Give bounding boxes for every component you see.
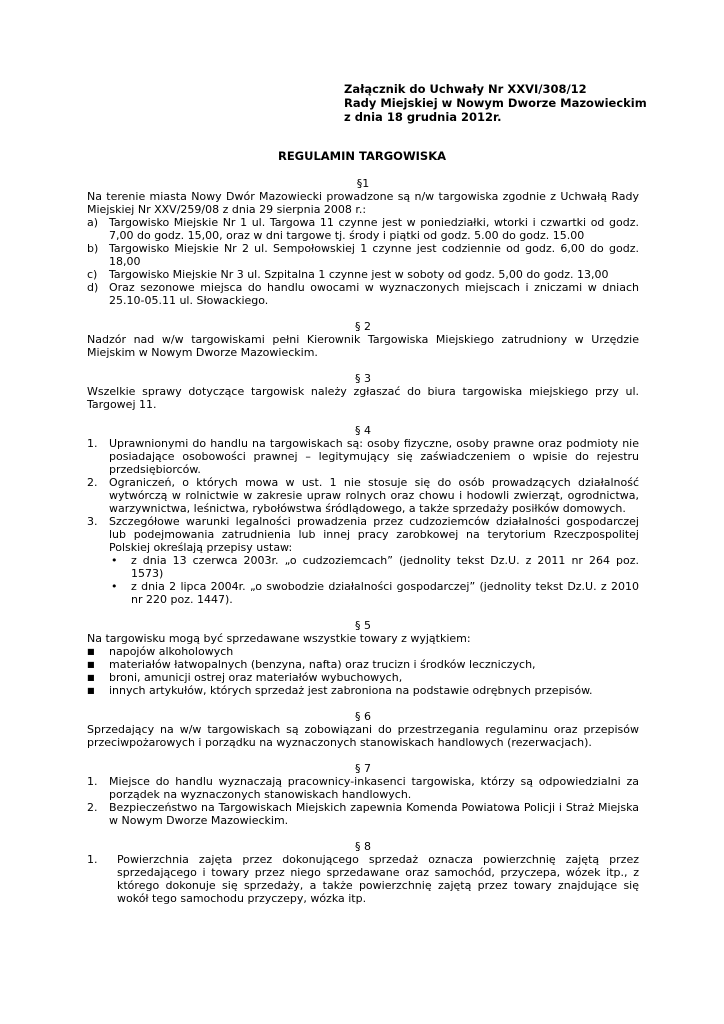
list-item <box>87 242 639 268</box>
list-item-label: 3. <box>87 515 98 528</box>
section-8-heading: § 8 <box>355 840 371 853</box>
list-item-text: Targowisko Miejskie Nr 3 ul. Szpitalna 1 czynne jest w soboty od godz. 5,00 do godz. 13,00 <box>109 268 609 281</box>
square-bullet-icon: ■ <box>87 673 95 682</box>
list-item-label: 2. <box>87 476 98 489</box>
list-item-label: d) <box>87 281 99 294</box>
list-item-text: Uprawnionymi do handlu na targowiskach są: osoby fizyczne, osoby prawne oraz podmioty nie posiadające osobowości prawnej – legitymujący się zaświadczeniem o wpisie do rejestru przedsiębiorców. <box>109 437 639 476</box>
header-line-1: Załącznik do Uchwały Nr XXVI/308/12 <box>344 82 587 96</box>
list-item-label: 1. <box>87 437 98 450</box>
law-item-text: z dnia 2 lipca 2004r. „o swobodzie działalności gospodarczej” (jednolity tekst Dz.U. z 2010 nr 220 poz. 1447). <box>131 580 639 606</box>
list-item-label: a) <box>87 216 99 229</box>
document-body <box>87 177 639 905</box>
law-item-text: z dnia 13 czerwca 2003r. „o cudzoziemcach” (jednolity tekst Dz.U. z 2011 nr 264 poz. 1573) <box>131 554 639 580</box>
section-1-heading: §1 <box>356 177 370 190</box>
list-item <box>87 684 639 697</box>
list-item <box>87 437 639 476</box>
section-1-intro: Na terenie miasta Nowy Dwór Mazowiecki prowadzone są n/w targowiska zgodnie z Uchwałą Rady Miejskiej Nr XXV/259/08 z dnia 29 sierpnia 2008 r.: <box>87 190 639 216</box>
list-item-text: Miejsce do handlu wyznaczają pracownicy-inkasenci targowiska, którzy są odpowiedzialni za porządek na wyznaczonych stanowiskach handlowych. <box>109 775 639 801</box>
square-bullet-icon: ■ <box>87 660 95 669</box>
list-item <box>87 281 639 307</box>
list-item-label: c) <box>87 268 98 281</box>
list-item <box>87 216 639 242</box>
law-item <box>87 580 639 606</box>
list-item-label: 2. <box>87 801 98 814</box>
header-line-3: z dnia 18 grudnia 2012r. <box>344 110 502 124</box>
list-item-text: Ograniczeń, o których mowa w ust. 1 nie stosuje się do osób prowadzących działalność wytwórczą w rolnictwie w zakresie upraw rolnych oraz chowu i hodowli zwierząt, ogrodnictwa, warzywnictwa, leśnictwa, rybołówstwa śródlądowego, a także sprzedaży posiłków domowych. <box>109 476 639 515</box>
list-item <box>87 853 639 905</box>
list-item <box>87 658 639 671</box>
bullet-icon: • <box>111 580 118 593</box>
list-item-label: b) <box>87 242 99 255</box>
section-5-intro: Na targowisku mogą być sprzedawane wszystkie towary z wyjątkiem: <box>87 632 471 645</box>
square-bullet-icon: ■ <box>87 647 95 656</box>
section-6-heading: § 6 <box>355 710 371 723</box>
list-item-text: Bezpieczeństwo na Targowiskach Miejskich zapewnia Komenda Powiatowa Policji i Straż Miejska w Nowym Dworze Mazowieckim. <box>109 801 639 827</box>
square-bullet-icon: ■ <box>87 686 95 695</box>
list-item-label: 1. <box>87 775 98 788</box>
section-6-text: Sprzedający na w/w targowiskach są zobowiązani do przestrzegania regulaminu oraz przepisów przeciwpożarowych i porządku na wyznaczonych stanowiskach handlowych (rezerwacjach). <box>87 723 639 749</box>
list-item-text: innych artykułów, których sprzedaż jest zabroniona na podstawie odrębnych przepisów. <box>109 684 593 697</box>
attachment-header <box>344 82 647 124</box>
list-item <box>87 515 639 554</box>
section-3-text: Wszelkie sprawy dotyczące targowisk należy zgłaszać do biura targowiska miejskiego przy ul. Targowej 11. <box>87 385 639 411</box>
list-item <box>87 645 639 658</box>
bullet-icon: • <box>111 554 118 567</box>
list-item-text: materiałów łatwopalnych (benzyna, nafta) oraz trucizn i środków leczniczych, <box>109 658 536 671</box>
section-2-text: Nadzór nad w/w targowiskami pełni Kierownik Targowiska Miejskiego zatrudniony w Urzędzie Miejskim w Nowym Dworze Mazowieckim. <box>87 333 639 359</box>
list-item-text: Targowisko Miejskie Nr 2 ul. Sempołowskiej 1 czynne jest codziennie od godz. 6,00 do godz. 18,00 <box>109 242 639 268</box>
list-item-text: Powierzchnia zajęta przez dokonującego sprzedaż oznacza powierzchnię zajętą przez sprzedającego i towary przez niego sprzedawane oraz samochód, przyczepa, wózek itp., z którego dokonuje się sprzedaży, a także powierzchnię zajętą przez towary znajdujące się wokół tego samochodu przyczepy, wózka itp. <box>117 853 639 905</box>
section-2-heading: § 2 <box>355 320 371 333</box>
header-line-2: Rady Miejskiej w Nowym Dworze Mazowieckim <box>344 96 647 110</box>
list-item-text: napojów alkoholowych <box>109 645 234 658</box>
list-item <box>87 268 639 281</box>
list-item-text: Oraz sezonowe miejsca do handlu owocami w wyznaczonych miejscach i zniczami w dniach 25.10-05.11 ul. Słowackiego. <box>109 281 639 307</box>
list-item <box>87 801 639 827</box>
section-3-heading: § 3 <box>355 372 371 385</box>
section-4-heading: § 4 <box>355 424 371 437</box>
section-7-heading: § 7 <box>355 762 371 775</box>
list-item-label: 1. <box>87 853 98 866</box>
section-5-heading: § 5 <box>355 619 371 632</box>
list-item-text: broni, amunicji ostrej oraz materiałów wybuchowych, <box>109 671 403 684</box>
list-item-text: Targowisko Miejskie Nr 1 ul. Targowa 11 czynne jest w poniedziałki, wtorki i czwartki od godz. 7,00 do godz. 15,00, oraz w dni targowe tj. środy i piątki od godz. 5.00 do godz. 15.00 <box>109 216 639 242</box>
list-item <box>87 671 639 684</box>
list-item <box>87 476 639 515</box>
list-item <box>87 775 639 801</box>
law-item <box>87 554 639 580</box>
list-item-text: Szczegółowe warunki legalności prowadzenia przez cudzoziemców działalności gospodarczej lub podejmowania zatrudnienia lub innej pracy zarobkowej na terytorium Rzeczpospolitej Polskiej określają przepisy ustaw: <box>109 515 639 554</box>
document-title: REGULAMIN TARGOWISKA <box>277 149 447 163</box>
